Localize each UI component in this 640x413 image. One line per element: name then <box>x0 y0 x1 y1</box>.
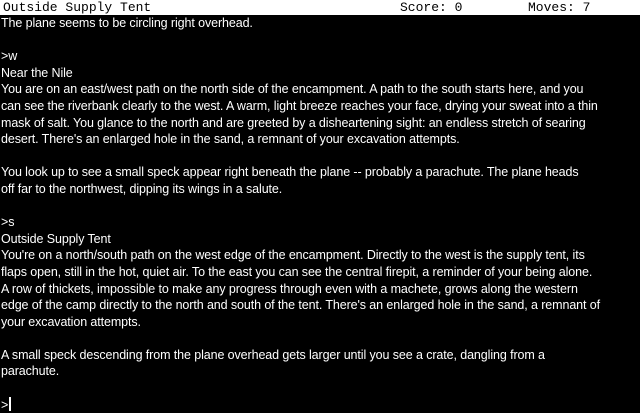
transcript-line <box>1 380 639 397</box>
transcript-line: A small speck descending from the plane overhead gets larger until you see a crate, dangling from a <box>1 347 545 362</box>
transcript-line: flaps open, still in the hot, quiet air. To the east you can see the central firepit, a reminder of your being alone. <box>1 264 593 279</box>
transcript-line: You look up to see a small speck appear right beneath the plane -- probably a parachute. The plane heads <box>1 165 579 180</box>
transcript-line: off far to the northwest, dipping its wings in a salute. <box>1 181 283 196</box>
transcript-line: You are on an east/west path on the north side of the encampment. A path to the south starts here, and you <box>1 82 584 97</box>
room-title: Outside Supply Tent <box>1 231 111 246</box>
transcript-line: can see the riverbank clearly to the west. A warm, light breeze reaches your face, drying your sweat into a thin <box>1 98 598 113</box>
transcript-line <box>1 148 639 165</box>
transcript-line: The plane seems to be circling right overhead. <box>1 16 253 30</box>
transcript-line: parachute. <box>1 364 60 379</box>
transcript-line: desert. There's an enlarged hole in the sand, a remnant of your excavation attempts. <box>1 132 460 147</box>
command-input-line[interactable] <box>1 397 639 413</box>
game-transcript <box>1 15 639 413</box>
transcript-line <box>1 32 639 49</box>
text-cursor <box>9 397 11 411</box>
room-title: Near the Nile <box>1 65 73 80</box>
command-echo: >w <box>1 49 18 64</box>
prompt-symbol: > <box>1 397 9 412</box>
status-location: Outside Supply Tent <box>3 0 152 15</box>
transcript-line <box>1 330 639 347</box>
transcript-line: edge of the camp directly to the north and south of the tent. There's an enlarged hole in the sand, a remnant of <box>1 298 600 313</box>
command-echo: >s <box>1 215 15 230</box>
transcript-line: You're on a north/south path on the west edge of the encampment. Directly to the west is the supply tent, its <box>1 248 585 263</box>
transcript-line: mask of salt. You glance to the north and are greeted by a disheartening sight: an endless stretch of searing <box>1 115 586 130</box>
transcript-line <box>1 198 639 215</box>
transcript-line: your excavation attempts. <box>1 314 141 329</box>
status-bar <box>0 0 640 15</box>
status-score: Score: 0 <box>400 0 463 15</box>
transcript-line: A row of thickets, impossible to make any progress through even with a machete, grows along the western <box>1 281 578 296</box>
status-moves: Moves: 7 <box>528 0 591 15</box>
